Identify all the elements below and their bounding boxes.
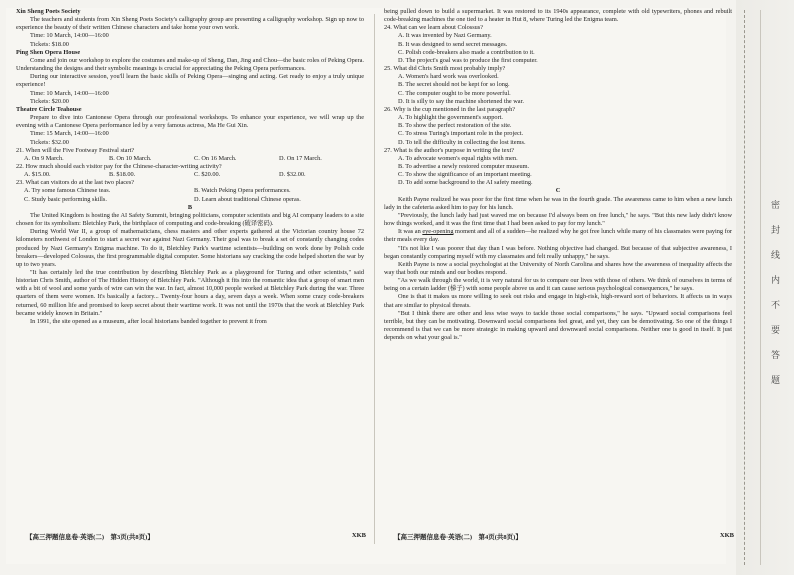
passage-a-title: Ping Shen Opera House	[16, 48, 81, 56]
question-25: 25. What did Chris Smith most probably imply?	[384, 65, 506, 73]
option: D. On 17 March.	[279, 154, 322, 162]
option: B. The secret should not be kept for so long.	[398, 81, 510, 89]
question-22: 22. How much should each visitor pay for the Chinese-character-writing activity?	[16, 162, 222, 170]
section-heading-b: B	[187, 203, 193, 211]
passage-c-paragraph: One is that it makes us more willing to seek out risks and engage in high-risk, high-reward sort of behaviors. It affects us in ways that are similar to physical threats.	[384, 293, 732, 309]
binding-margin	[736, 0, 794, 575]
option: D. Learn about traditional Chinese operas.	[194, 195, 301, 203]
passage-b-paragraph: "It has certainly led the true contribution by describing Bletchley Park as a playground for Turing and other scientists," said historian Chris Smith, author of The Hidden History of Bletchley Park. "Although it fits into the romantic idea that a group of smart men with a bit of wool and some yards of wire can win the war. In fact, almost 10,000 people worked at Bletchley Park during the war. Three quarters of them were women. It's basically a factory... Twenty-four hours a day, seven days a week. When some crazy code-breakers returned, 60 million life and promised to keep secret about their wartime work. It was not until the 1970s that the work at Bletchley Park became widely known in Britain."	[16, 269, 364, 317]
option: B. To show the perfect restoration of the site.	[398, 122, 512, 130]
option: A. Try some famous Chinese teas.	[24, 187, 111, 195]
exam-sheet	[6, 8, 734, 564]
question-21-options	[16, 155, 364, 163]
passage-b-paragraph: being pulled down to build a supermarket. It was restored to its 1940s appearance, complete with old typewriters, phones and rebuilt code-breaking machines the one tied to a heater in Hut 8, where Turing led the Enigma team.	[384, 8, 732, 24]
text-segment: It was an	[398, 228, 423, 236]
option: B. $18.00.	[109, 171, 136, 179]
option: C. On 16 March.	[194, 154, 237, 162]
passage-a-title: Xin Sheng Poets Society	[16, 8, 81, 15]
question-24: 24. What can we learn about Colossus?	[384, 24, 484, 32]
seal-line	[744, 10, 745, 565]
margin-rule	[760, 10, 761, 565]
question-27: 27. What is the author's purpose in writing the text?	[384, 146, 515, 154]
event-tickets: Tickets: $20.00	[30, 97, 69, 105]
option: B. On 10 March.	[109, 154, 152, 162]
event-time: Time: 15 March, 14:00—16:00	[30, 130, 109, 138]
passage-c-paragraph: "It's not like I was poorer that day than I was before. Nothing objective had changed. But because of that subjective awareness, I began constantly comparing myself with my classmates and felt really unhappy," he says.	[384, 244, 732, 260]
passage-b-paragraph: In 1991, the site opened as a museum, after local historians banded together to prevent it from	[30, 317, 267, 325]
right-column	[384, 8, 732, 528]
footer-title: 【高三押题信息卷·英语(二) 第4页(共8页)】	[394, 534, 522, 541]
question-22-options	[16, 171, 364, 179]
passage-c-paragraph: "Previously, the lunch lady had just waved me on because I'd always been on free lunch," he says. "But this new lady didn't know how things worked, and it was the first time that I had been asked to pay for my lunch."	[384, 211, 732, 228]
passage-c-paragraph: Keith Payne is now a social psychologist at the University of North Carolina and shares how the awareness of inequality affects the way that both our minds and our bodies respond.	[384, 260, 732, 276]
option: D. The project's goal was to produce the first computer.	[398, 56, 538, 64]
text-segment: moment and all of a sudden—he realized why he got free lunch while many of his classmates were paying for their meals every day.	[384, 228, 732, 244]
option: C. Polish code-breakers also made a contribution to it.	[398, 48, 535, 56]
option: D. It is silly to say the machine shortened the war.	[398, 97, 524, 105]
option: B. To advertise a newly restored computer museum.	[398, 162, 530, 170]
option: A. To highlight the government's support.	[398, 114, 503, 122]
question-26: 26. Why is the cup mentioned in the last paragraph?	[384, 105, 516, 113]
passage-a-title: Theatre Circle Teahouse	[16, 105, 82, 113]
underlined-word: eye-opening	[422, 228, 454, 236]
option: D. To add some background to the AI safety meeting.	[398, 179, 533, 187]
passage-c-paragraph: Keith Payne realized he was poor for the first time when he was in the fourth grade. The awareness came to him when a new lunch lady in the cafeteria asked him to pay for his lunch.	[384, 195, 732, 211]
page-footer-right	[394, 532, 734, 541]
passage-b-paragraph: The United Kingdom is hosting the AI Safety Summit, bringing politicians, computer scientists and big AI company leaders to a site chosen for its symbolism: Bletchley Park, the birthplace of computing and code-breaking (破译密码).	[16, 211, 364, 228]
option: A. On 9 March.	[24, 154, 64, 162]
passage-a-paragraph: During our interactive session, you'll learn the basic skills of Peking Opera—singing and acting. Get ready to enjoy a truly unique experience!	[16, 73, 364, 89]
event-time: Time: 10 March, 14:00—16:00	[30, 32, 109, 40]
option: C. The computer ought to be more powerful.	[398, 89, 511, 97]
question-21: 21. When will the Five Footway Festival start?	[16, 146, 135, 154]
event-tickets: Tickets: $18.00	[30, 40, 69, 48]
option: A. To advocate women's equal rights with men.	[398, 154, 518, 162]
page-footer-left	[26, 532, 366, 541]
question-23: 23. What can visitors do at the last two places?	[16, 179, 135, 187]
event-time: Time: 10 March, 14:00—16:00	[30, 89, 109, 97]
section-heading-c: C	[555, 187, 561, 195]
binding-label: 密封线内不要答题	[770, 200, 780, 400]
option: A. Women's hard work was overlooked.	[398, 73, 499, 81]
option: D. $32.00.	[279, 171, 306, 179]
footer-code: XKB	[351, 532, 366, 539]
option: C. To stress Turing's important role in the project.	[398, 130, 524, 138]
question-23-options	[16, 196, 364, 204]
passage-c-paragraph	[384, 228, 732, 244]
option: C. $20.00.	[194, 171, 221, 179]
option: D. To tell the difficulty in collecting the lost items.	[398, 138, 526, 146]
option: B. It was designed to send secret messages.	[398, 40, 508, 48]
passage-c-paragraph: "But I think there are other and less wise ways to tackle those social comparisons," he says. "Upward social comparisons feel terrible, but they can be motivating. Downward social comparisons feel great, and yet, they can be demotivating. So one of the things I recommend is that we can be more strategic in making upward and downward social comparisons. Neither one is good in itself. It just depends on what your goal is."	[384, 309, 732, 342]
passage-a-paragraph: Come and join our workshop to explore the costumes and make-up of Sheng, Dan, Jing and Chou—the basic roles of Peking Opera. Understanding the designs and their symbolic meanings is crucial for appreciating the Peking Opera performances.	[16, 56, 364, 73]
passage-b-paragraph: During World War II, a group of mathematicians, chess masters and other experts gathered at the Victorian country house 72 kilometers northwest of London to start a secret war against Nazi Germany. Their goal was to break a set of constantly changing codes produced by Nazi Germany's Enigma machine. To do it, Bletchley Park's wartime scientists—building on work done by Polish code breakers—developed Colossus, the first programmable digital computer. Some historians say cracking the code helped shorten the war by up to two years.	[16, 228, 364, 268]
option: A. It was invented by Nazi Germany.	[398, 32, 492, 40]
passage-a-paragraph: Prepare to dive into Cantonese Opera through our professional workshops. To enhance your experience, we will wrap up the evening with a Cantonese Opera performance led by a very famous actress, Ma He Gui Xin.	[16, 114, 364, 130]
passage-a-paragraph: The teachers and students from Xin Sheng Poets Society's calligraphy group are presenting a calligraphy workshop. Sign up now to experience the beauty of their written Chinese characters and take home your own work.	[16, 16, 364, 32]
column-divider	[374, 14, 375, 544]
left-column	[16, 8, 364, 528]
question-23-options	[16, 187, 364, 195]
option: A. $15.00.	[24, 171, 51, 179]
event-tickets: Tickets: $32.00	[30, 138, 69, 146]
footer-title: 【高三押题信息卷·英语(二) 第3页(共8页)】	[26, 534, 154, 541]
option: B. Watch Peking Opera performances.	[194, 187, 291, 195]
footer-code: XKB	[719, 532, 734, 539]
option: C. To show the significance of an important meeting.	[398, 171, 532, 179]
passage-c-paragraph: "As we walk through the world, it is very natural for us to compare our lives with those of others. We think of ourselves in terms of being on a certain ladder (梯子) with some people above us and it can cause serious psychological consequences," he says.	[384, 277, 732, 293]
option: C. Study basic performing skills.	[24, 195, 107, 203]
